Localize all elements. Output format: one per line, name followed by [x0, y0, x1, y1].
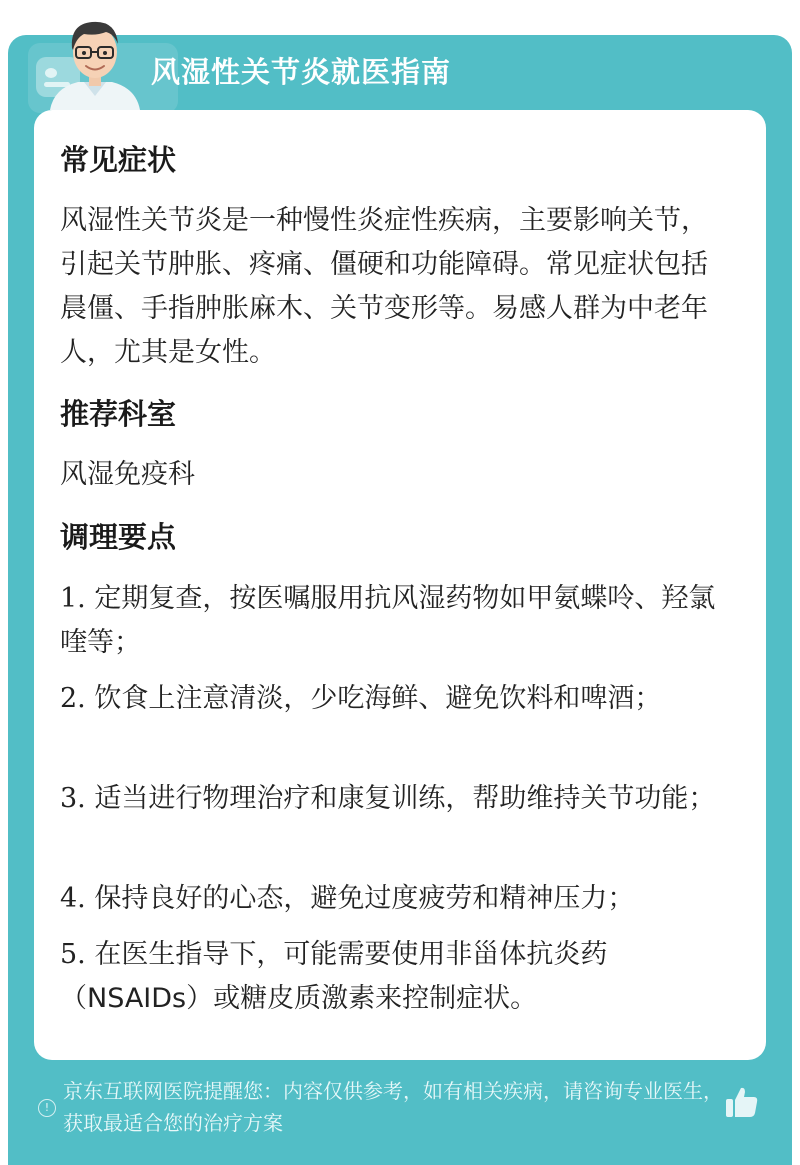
care-item	[60, 877, 730, 921]
care-item-text: 饮食上注意清淡，少吃海鲜、避免饮料和啤酒；	[94, 683, 662, 714]
care-item-text: 定期复查，按医嘱服用抗风湿药物如甲氨蝶呤、羟氯喹等；	[60, 583, 716, 658]
info-icon: !	[38, 1099, 56, 1117]
thumbs-up-icon[interactable]	[722, 1082, 762, 1122]
doctor-avatar	[40, 10, 150, 110]
section-title-symptoms: 常见症状	[60, 143, 177, 177]
care-item-number: 4.	[60, 883, 86, 914]
care-item	[60, 577, 730, 665]
care-item-text: 在医生指导下，可能需要使用非甾体抗炎药（NSAIDs）或糖皮质激素来控制症状。	[60, 939, 608, 1014]
page-title: 风湿性关节炎就医指南	[151, 55, 452, 89]
care-item-number: 2.	[60, 683, 86, 714]
care-item-text: 适当进行物理治疗和康复训练，帮助维持关节功能；	[94, 783, 716, 814]
care-item-text: 保持良好的心态，避免过度疲劳和精神压力；	[94, 883, 635, 914]
guide-frame	[8, 35, 792, 1165]
department-text: 风湿免疫科	[60, 459, 195, 490]
disclaimer-text: 京东互联网医院提醒您：内容仅供参考，如有相关疾病，请咨询专业医生，获取最适合您的治疗方案	[63, 1079, 723, 1135]
content-card	[34, 110, 766, 1060]
care-item	[60, 933, 730, 1021]
care-item	[60, 677, 730, 721]
care-item-number: 3.	[60, 783, 86, 814]
care-item	[60, 777, 730, 821]
section-title-care: 调理要点	[60, 520, 177, 554]
care-item-number: 1.	[60, 583, 86, 614]
care-item-number: 5.	[60, 939, 86, 970]
symptoms-text: 风湿性关节炎是一种慢性炎症性疾病，主要影响关节，引起关节肿胀、疼痛、僵硬和功能障碍。常见症状包括晨僵、手指肿胀麻木、关节变形等。易感人群为中老年人，尤其是女性。	[60, 205, 708, 368]
section-title-department: 推荐科室	[60, 397, 177, 431]
